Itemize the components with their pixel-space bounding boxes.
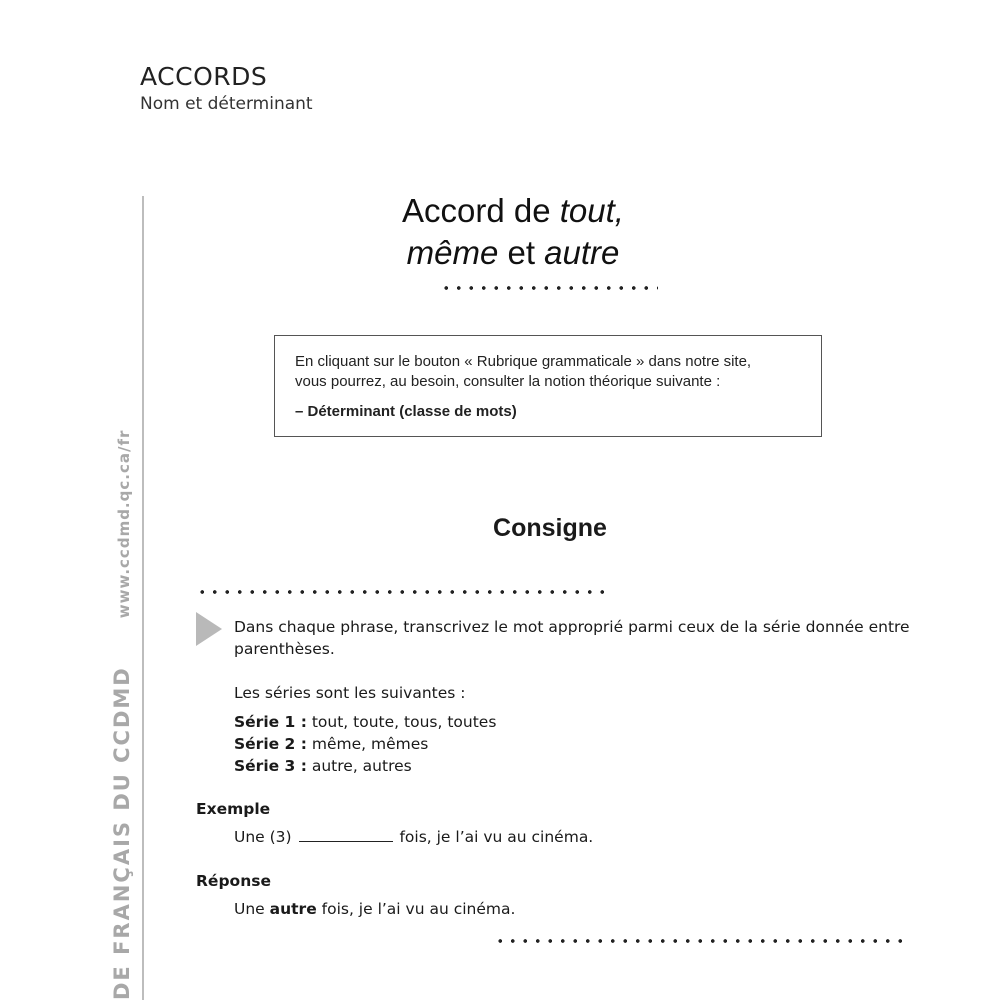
- series-item: [234, 711, 496, 733]
- notice-item: – Déterminant (classe de mots): [295, 403, 517, 420]
- answer-text-after: fois, je l’ai vu au cinéma.: [316, 900, 516, 918]
- bottom-dotted-rule: [494, 938, 906, 944]
- notice-line: En cliquant sur le bouton « Rubrique grammaticale » dans notre site,: [295, 353, 752, 370]
- section-title: ACCORDS: [140, 62, 268, 91]
- answer-blank: [299, 827, 393, 842]
- side-band: [94, 420, 144, 1000]
- side-collection-name: DE FRANÇAIS DU CCDMD: [110, 666, 134, 1000]
- series-words: tout, toute, tous, toutes: [306, 713, 497, 731]
- consigne-dotted-rule: [196, 589, 608, 595]
- answer-text-before: Une: [234, 900, 270, 918]
- series-label: Série 2 :: [234, 735, 307, 753]
- series-label: Série 1 :: [234, 713, 307, 731]
- example-sentence: [234, 826, 593, 848]
- answer-heading: Réponse: [196, 872, 271, 890]
- side-vertical-text: [110, 430, 134, 1000]
- answer-sentence: [234, 898, 515, 920]
- series-item: [234, 733, 496, 755]
- series-words: autre, autres: [306, 757, 412, 775]
- title-line-2: [300, 232, 726, 274]
- example-text-after: fois, je l’ai vu au cinéma.: [394, 828, 594, 846]
- answer-word: autre: [269, 900, 317, 918]
- section-subtitle: Nom et déterminant: [140, 94, 313, 114]
- title-dotted-rule: [440, 285, 658, 291]
- title-italic-word: autre: [544, 234, 620, 271]
- title-line-1: [300, 190, 726, 232]
- notice-box: [274, 335, 822, 437]
- title-text: Accord de: [402, 192, 560, 229]
- consigne-heading: Consigne: [493, 514, 607, 542]
- series-item: [234, 755, 496, 777]
- instruction-text: Dans chaque phrase, transcrivez le mot approprié parmi ceux de la série donnée entre parenthèses.: [234, 618, 910, 658]
- example-text-before: Une (3): [234, 828, 297, 846]
- page-title: [300, 190, 726, 274]
- series-intro: Les séries sont les suivantes :: [234, 684, 466, 702]
- title-text: et: [498, 234, 545, 271]
- title-italic-word: même: [406, 234, 499, 271]
- series-label: Série 3 :: [234, 757, 307, 775]
- notice-line: vous pourrez, au besoin, consulter la notion théorique suivante :: [295, 373, 721, 390]
- series-list: [234, 711, 496, 777]
- example-heading: Exemple: [196, 800, 271, 818]
- arrow-bullet-icon: [196, 612, 222, 646]
- side-website: www.ccdmd.qc.ca/fr: [115, 429, 133, 619]
- series-words: même, mêmes: [306, 735, 429, 753]
- title-italic-word: tout,: [559, 192, 624, 229]
